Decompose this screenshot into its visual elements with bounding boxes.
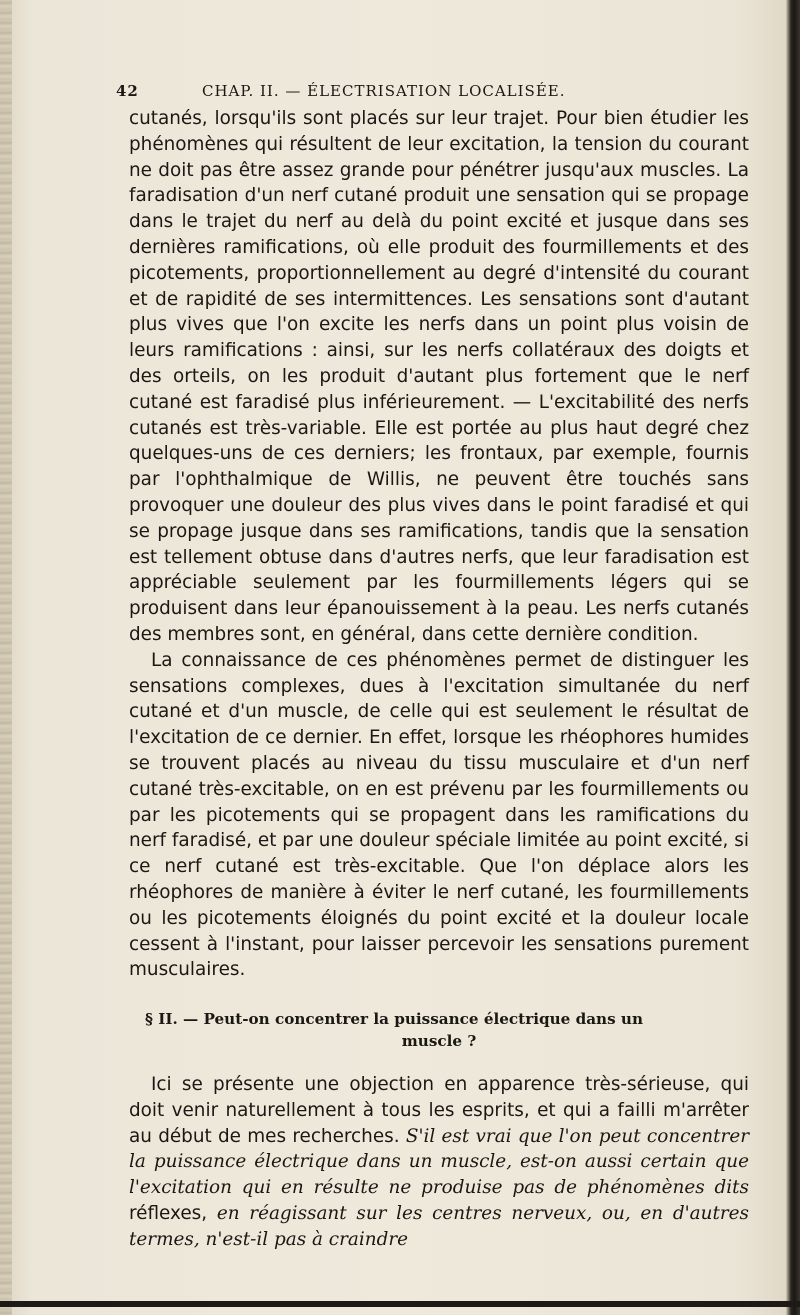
page-right-edge bbox=[786, 0, 800, 1315]
running-title: CHAP. II. — ÉLECTRISATION LOCALISÉE. bbox=[202, 82, 566, 100]
section-heading bbox=[129, 1008, 749, 1052]
paragraph-3-start: Ici se présente une objection en apparence très-sérieuse, qui doit venir naturellement à tous les esprits, et qui a failli m'arrêter au début de mes recherches. bbox=[129, 1074, 749, 1147]
paragraph-3-italic-1: S'il est vrai que l'on peut concentrer la puissance électrique dans un muscle, est-on aussi certain que l'excitation qui en résulte ne produise pas de phénomènes dits bbox=[129, 1125, 750, 1199]
page-number: 42 bbox=[116, 82, 139, 100]
paragraph-3 bbox=[129, 1072, 749, 1253]
paragraph-1: cutanés, lorsqu'ils sont placés sur leur trajet. Pour bien étudier les phénomènes qui résultent de leur excitation, la tension du courant ne doit pas être assez grande pour pénétrer jusqu'aux muscles. La faradisation d'un nerf cutané produit une sensation qui se propage dans le trajet du nerf au delà du point excité et jusque dans ses dernières ramifications, où elle produit des fourmillements et des picotements, proportionnellement au degré d'intensité du courant et de rapidité de ses intermittences. Les sensations sont d'autant plus vives que l'on excite les nerfs dans un point plus voisin de leurs ramifications : ainsi, sur les nerfs collatéraux des doigts et des orteils, on les produit d'autant plus fortement que le nerf cutané est faradisé plus inférieurement. — L'excitabilité des nerfs cutanés est très-variable. Elle est portée au plus haut degré chez quelques-uns de ces derniers; les frontaux, par exemple, fournis par l'ophthalmique de Willis, ne peuvent être touchés sans provoquer une douleur des plus vives dans le point faradisé et qui se propage jusque dans ses ramifications, tandis que la sensation est tellement obtuse dans d'autres nerfs, que leur faradisation est appréciable seulement par les fourmillements légers qui se produisent dans leur épanouissement à la peau. Les nerfs cutanés des membres sont, en général, dans cette dernière condition. bbox=[129, 108, 749, 645]
running-header bbox=[116, 82, 749, 104]
section-heading-line-1: § II. — Peut-on concentrer la puissance électrique dans un bbox=[145, 1010, 643, 1029]
section-heading-line-2: muscle ? bbox=[401, 1032, 477, 1051]
paragraph-3-roman: réflexes, bbox=[129, 1203, 208, 1225]
paragraph-2: La connaissance de ces phénomènes permet de distinguer les sensations complexes, dues à l'excitation simultanée du nerf cutané et d'un muscle, de celle qui est seulement le résultat de l'excitation de ce dernier. En effet, lorsque les rhéophores humides se trouvent placés au niveau du tissu musculaire et d'un nerf cutané très-excitable, on en est prévenu par les fourmillements ou par les picotements qui se propagent dans les ramifications du nerf faradisé, et par une douleur spéciale limitée au point excité, si ce nerf cutané est très-excitable. Que l'on déplace alors les rhéophores de manière à éviter le nerf cutané, les fourmillements ou les picotements éloignés du point excité et la douleur locale cessent à l'instant, pour laisser percevoir les sensations purement musculaires. bbox=[129, 649, 749, 981]
page-bottom-edge bbox=[0, 1301, 800, 1307]
paragraph-3-italic-2: en réagissant sur les centres nerveux, ou, en d'autres termes, n'est-il pas à craindre bbox=[129, 1203, 749, 1250]
page-content bbox=[116, 82, 750, 1253]
page-binding-edge bbox=[0, 0, 12, 1315]
